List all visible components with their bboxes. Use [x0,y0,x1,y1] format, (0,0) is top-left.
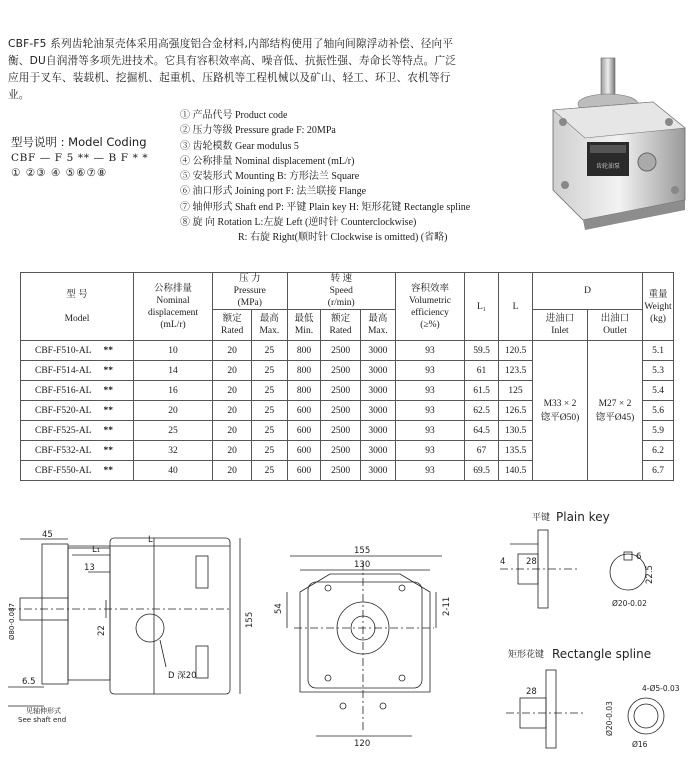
th-speed-rated: 额定 Rated [321,310,360,341]
dim-plain-6: 6 [636,552,642,562]
cell-p_rated: 20 [213,421,252,441]
dim-plain-22-5: 22.5 [645,565,655,584]
cell-weight: 6.2 [643,441,674,461]
dim-spline-28: 28 [526,687,537,697]
cell-disp: 20 [134,401,213,421]
cell-model: CBF-F520-AL ** [21,401,134,421]
cell-l1: 61 [465,361,499,381]
cell-l1: 62.5 [465,401,499,421]
model-code-pattern: CBF — F 5 ** — B F * * [11,152,149,164]
cell-l: 135.5 [499,441,533,461]
plain-key-drawing [500,530,646,608]
cell-disp: 14 [134,361,213,381]
dim-front-130: 130 [354,560,371,570]
cell-p_max: 25 [252,401,287,421]
cell-eff: 93 [396,421,465,441]
cell-s_min: 600 [287,461,321,481]
cell-disp: 25 [134,421,213,441]
cell-p_rated: 20 [213,381,252,401]
spline-title-cn: 矩形花键 [508,650,545,660]
cell-weight: 5.3 [643,361,674,381]
cell-s_min: 600 [287,441,321,461]
cell-model: CBF-F532-AL ** [21,441,134,461]
cell-p_max: 25 [252,361,287,381]
dim-side-dia80: Ø80-0.087 [8,603,16,640]
dim-side-45: 45 [42,530,53,540]
model-coding-title: 型号说明 : Model Coding [11,135,147,149]
cell-s_max: 3000 [360,381,395,401]
technical-drawings [0,492,700,783]
th-speed: 转 速 Speed (r/min) [287,273,395,310]
legend-item: ① 产品代号 Product code [180,110,288,121]
cell-l: 120.5 [499,341,533,361]
th-l: L [499,273,533,341]
cell-l1: 61.5 [465,381,499,401]
dim-side-22: 22 [97,625,107,636]
cell-weight: 5.1 [643,341,674,361]
cell-l: 126.5 [499,401,533,421]
spec-table [20,272,674,481]
cell-l1: 59.5 [465,341,499,361]
cell-s_max: 3000 [360,401,395,421]
cell-s_rated: 2500 [321,421,360,441]
cell-disp: 16 [134,381,213,401]
coding-legend [180,108,470,246]
dim-front-120: 120 [354,739,371,749]
cell-s_max: 3000 [360,441,395,461]
cell-disp: 32 [134,441,213,461]
dim-plain-dia20: Ø20-0.02 [612,599,647,608]
th-efficiency: 容积效率 Volumetric efficiency (≥%) [396,273,465,341]
shaft-end-label-en: See shaft end [18,716,67,724]
cell-s_min: 800 [287,361,321,381]
cell-s_min: 600 [287,401,321,421]
th-weight: 重量 Weight (kg) [643,273,674,341]
spec-table-body [21,341,674,481]
cell-eff: 93 [396,441,465,461]
dim-spline-dia20: Ø20-0.03 [605,701,614,736]
cell-disp: 40 [134,461,213,481]
dim-front-holes: 2-11 [442,596,452,616]
cell-l1: 69.5 [465,461,499,481]
spline-title-en: Rectangle spline [552,647,652,661]
dim-side-6-5: 6.5 [22,677,36,687]
model-code-numbers: ① ②③ ④ ⑤⑥⑦⑧ [11,167,108,179]
th-l1: L₁ [465,273,499,341]
cell-s_rated: 2500 [321,341,360,361]
cell-l: 130.5 [499,421,533,441]
cell-s_max: 3000 [360,341,395,361]
cell-p_rated: 20 [213,441,252,461]
cell-eff: 93 [396,381,465,401]
cell-weight: 5.4 [643,381,674,401]
cell-p_max: 25 [252,461,287,481]
cell-l: 125 [499,381,533,401]
cell-l: 123.5 [499,361,533,381]
cell-p_rated: 20 [213,401,252,421]
cell-s_max: 3000 [360,421,395,441]
dim-plain-28: 28 [526,557,537,567]
cell-weight: 5.9 [643,421,674,441]
cell-s_min: 800 [287,341,321,361]
th-pressure: 压 力 Pressure (MPa) [213,273,288,310]
legend-item: ⑦ 轴伸形式 Shaft end P: 平键 Plain key H: 矩形花键 Rectangle spline [180,201,471,213]
legend-item: ⑧ 旋 向 Rotation L:左旋 Left (逆时针 Counterclockwise) [180,217,417,229]
cell-model: CBF-F550-AL ** [21,461,134,481]
th-speed-min: 最低 Min. [287,310,321,341]
th-pressure-max: 最高 Max. [252,310,287,341]
legend-item: ⑤ 安装形式 Mounting B: 方形法兰 Square [180,171,360,183]
front-view-drawing [287,556,442,736]
dim-side-L: L [148,535,153,545]
plain-key-title-cn: 平键 [532,513,551,523]
cell-l: 140.5 [499,461,533,481]
th-speed-max: 最高 Max. [360,310,395,341]
th-model: 型 号 Model [21,273,134,341]
cell-s_rated: 2500 [321,401,360,421]
legend-item: ⑥ 油口形式 Joining port F: 法兰联接 Flange [180,186,367,198]
cell-s_rated: 2500 [321,441,360,461]
cell-s_max: 3000 [360,461,395,481]
dim-side-L1: L₁ [92,545,101,555]
pump-label: 齿轮油泵 [595,163,621,170]
cell-eff: 93 [396,401,465,421]
plain-key-title-en: Plain key [556,510,610,524]
legend-item: R: 右旋 Right(顺时针 Clockwise is omitted) (省略) [238,232,448,244]
table-row [21,341,674,361]
dim-front-155: 155 [354,546,371,556]
cell-inlet: M33 × 2 锪平Ø50) [533,341,588,481]
legend-item: ③ 齿轮模数 Gear modulus 5 [180,140,299,152]
spline-drawing [506,670,664,748]
cell-p_rated: 20 [213,361,252,381]
th-pressure-rated: 额定 Rated [213,310,252,341]
cell-p_max: 25 [252,441,287,461]
cell-l1: 67 [465,441,499,461]
cell-weight: 6.7 [643,461,674,481]
cell-eff: 93 [396,461,465,481]
dim-side-155: 155 [245,611,255,628]
intro-paragraph: CBF-F5 系列齿轮油泵壳体采用高强度铝合金材料,内部结构使用了轴向间隙浮动补偿、径向平衡、DU自润滑等多项先进技术。它具有容积效率高、噪音低、抗振性强、寿命长等特点。广泛应用于叉车、装载机、挖掘机、起重机、压路机等工程机械以及矿山、轻工、环卫、农机等行业。 [8,38,457,101]
legend-item: ④ 公称排量 Nominal displacement (mL/r) [180,155,355,167]
cell-p_rated: 20 [213,341,252,361]
legend-item: ② 压力等级 Pressure grade F: 20MPa [180,125,336,137]
dim-side-13: 13 [84,563,95,573]
dim-front-54: 54 [274,603,284,614]
th-displacement: 公称排量 Nominal displacement (mL/r) [134,273,213,341]
cell-p_max: 25 [252,421,287,441]
cell-s_min: 800 [287,381,321,401]
dim-side-d20: D 深20 [168,671,197,681]
cell-model: CBF-F516-AL ** [21,381,134,401]
cell-p_max: 25 [252,381,287,401]
cell-model: CBF-F525-AL ** [21,421,134,441]
cell-model: CBF-F514-AL ** [21,361,134,381]
cell-p_rated: 20 [213,461,252,481]
dim-spline-4x: 4-Ø5-0.03 [642,684,680,693]
dim-spline-dia16: Ø16 [632,740,648,749]
shaft-end-label: 见轴伸形式 [26,707,61,715]
th-inlet: 进油口 Inlet [533,310,588,341]
side-view-drawing [8,538,240,706]
cell-outlet: M27 × 2 锪平Ø45) [588,341,643,481]
pump-photo [535,50,695,235]
cell-disp: 10 [134,341,213,361]
cell-s_rated: 2500 [321,461,360,481]
cell-s_min: 600 [287,421,321,441]
cell-s_max: 3000 [360,361,395,381]
dim-plain-4: 4 [500,557,506,567]
cell-l1: 64.5 [465,421,499,441]
cell-s_rated: 2500 [321,381,360,401]
cell-p_max: 25 [252,341,287,361]
cell-s_rated: 2500 [321,361,360,381]
cell-eff: 93 [396,361,465,381]
th-outlet: 出油口 Outlet [588,310,643,341]
th-d: D [533,273,643,310]
cell-model: CBF-F510-AL ** [21,341,134,361]
cell-weight: 5.6 [643,401,674,421]
cell-eff: 93 [396,341,465,361]
